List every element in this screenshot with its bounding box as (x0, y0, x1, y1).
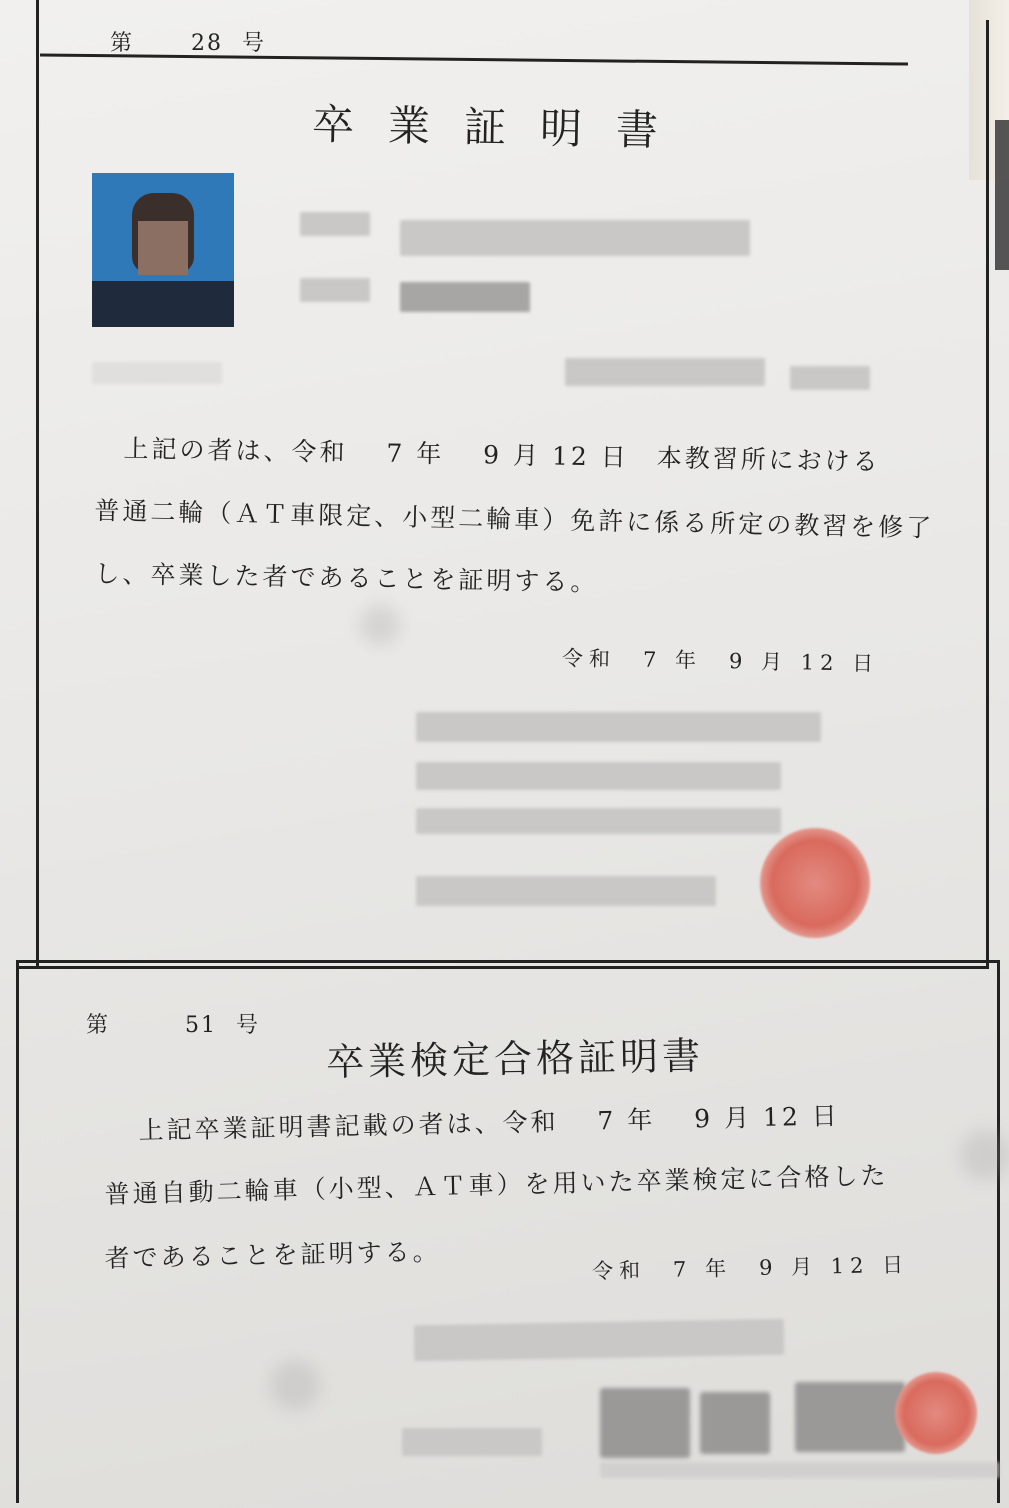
number-prefix: 第 (86, 1013, 111, 1038)
photo-shoulders (92, 281, 234, 327)
redacted-address (400, 220, 750, 256)
certificate-2-number (86, 1008, 260, 1039)
certificate-1-number (110, 26, 266, 57)
background-edge (995, 120, 1009, 270)
redacted-director-name (416, 876, 716, 906)
paper-shadow (270, 1360, 320, 1410)
certificate-1-body-line-2: 普通二輪（ＡＴ車限定、小型二輪車）免許に係る所定の教習を修了 (94, 495, 935, 543)
certificate-1-body-line-1: 上記の者は、令和 7 年 9 月 12 日 本教習所における (123, 433, 881, 477)
certificate-1-body-line-3: し、卒業した者であることを証明する。 (94, 558, 599, 597)
official-seal-2 (895, 1372, 977, 1454)
redacted-school-designation (416, 808, 781, 834)
redacted-birthdate (565, 358, 765, 386)
handwritten-signature (700, 1392, 770, 1454)
number-suffix: 号 (242, 31, 267, 56)
official-seal-1 (760, 828, 870, 938)
handwritten-signature (795, 1382, 905, 1452)
redacted-photo-caption (92, 362, 222, 384)
certificate-2-body-line-3: 者であることを証明する。 (104, 1236, 441, 1273)
certificate-1-border-left (36, 0, 39, 966)
photo-face (138, 221, 188, 275)
redacted-label-2 (300, 278, 370, 302)
certificate-2-body-line-2: 普通自動二輪車（小型、ＡＴ車）を用いた卒業検定に合格した (104, 1160, 889, 1209)
number-suffix: 号 (236, 1013, 261, 1038)
certificate-1-title: 卒業証明書 (311, 99, 693, 156)
redacted-examiner-label (402, 1428, 542, 1456)
redacted-school-address (416, 712, 821, 742)
certificate-1-issue-date: 令和 7 年 9 月 12 日 (561, 646, 880, 676)
certificate-2-body-line-1: 上記卒業証明書記載の者は、令和 7 年 9 月 12 日 (138, 1101, 841, 1145)
redacted-school-name-2 (414, 1319, 785, 1361)
redacted-school-name (416, 762, 781, 790)
paper-shadow (360, 605, 400, 645)
redacted-footer (600, 1462, 1000, 1478)
redacted-birth-suffix (790, 366, 870, 390)
certificate-2-issue-date: 令和 7 年 9 月 12 日 (591, 1252, 910, 1284)
number-value: 28 (191, 31, 224, 56)
handwritten-signature (600, 1388, 690, 1458)
redacted-label-1 (300, 212, 370, 236)
redacted-name (400, 282, 530, 312)
paper-shadow (960, 1130, 1009, 1180)
id-photo (92, 173, 234, 327)
number-value: 51 (185, 1013, 218, 1038)
number-prefix: 第 (110, 31, 135, 56)
certificate-2-title: 卒業検定合格証明書 (325, 1033, 705, 1085)
